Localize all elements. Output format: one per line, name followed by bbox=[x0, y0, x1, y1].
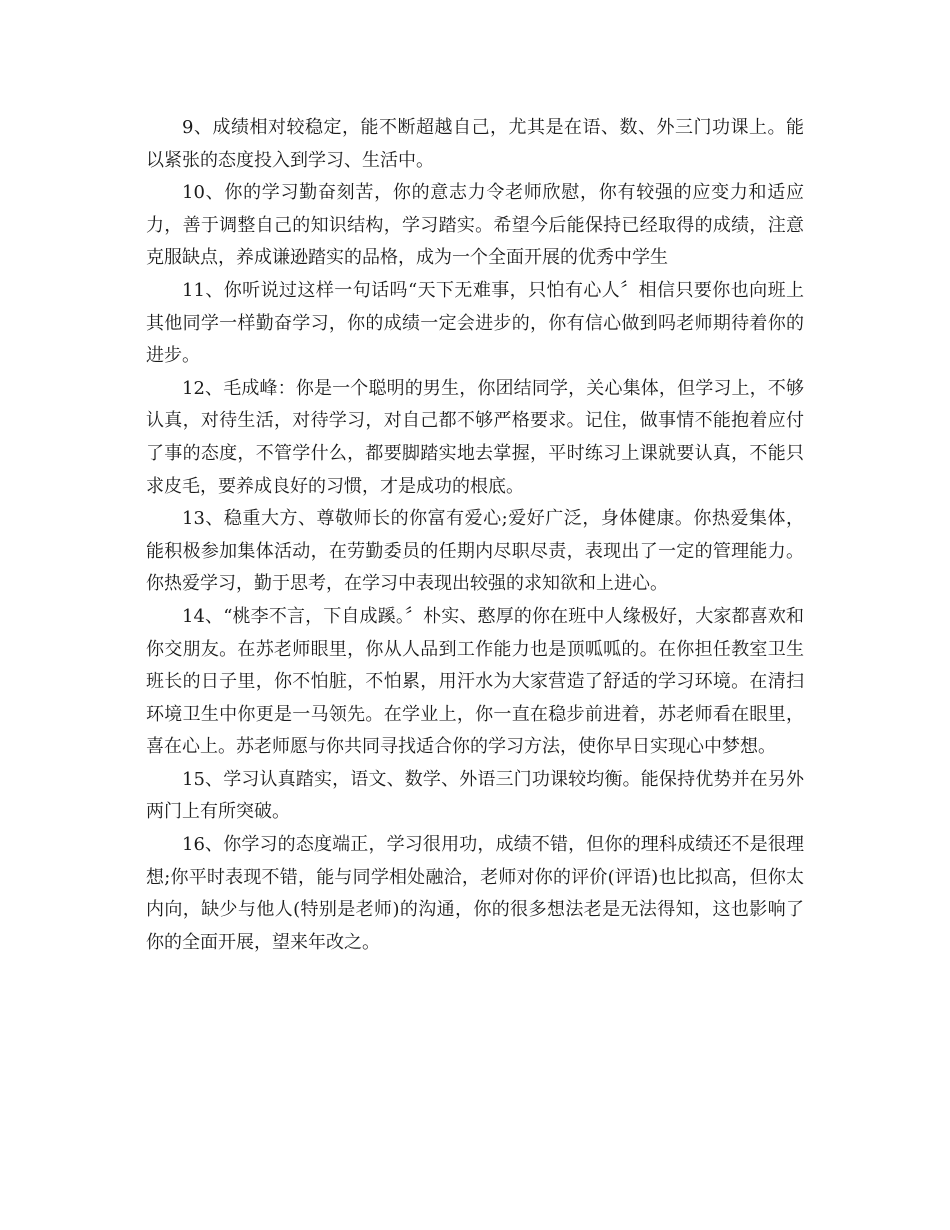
comment-paragraph-16: 16、你学习的态度端正，学习很用功，成绩不错，但你的理科成绩还不是很理想;你平时表现不错，能与同学相处融洽，老师对你的评价(评语)也比拟高，但你太内向，缺少与他人(特别是老师)的沟通，你的很多想法老是无法得知，这也影响了你的全面开展，望来年改之。 bbox=[146, 834, 804, 953]
comment-paragraph-12: 12、毛成峰：你是一个聪明的男生，你团结同学，关心集体，但学习上，不够认真，对待生活，对待学习，对自己都不够严格要求。记住，做事情不能抱着应付了事的态度，不管学什么，都要脚踏实地去掌握，平时练习上课就要认真，不能只求皮毛，要养成良好的习惯，才是成功的根底。 bbox=[146, 377, 804, 497]
comment-paragraph-13: 13、稳重大方、尊敬师长的你富有爱心;爱好广泛，身体健康。你热爱集体，能积极参加集体活动，在劳勤委员的任期内尽职尽责，表现出了一定的管理能力。你热爱学习，勤于思考，在学习中表现出较强的求知欲和上进心。 bbox=[146, 508, 804, 595]
document-page bbox=[146, 112, 804, 959]
comment-paragraph-15: 15、学习认真踏实，语文、数学、外语三门功课较均衡。能保持优势并在另外两门上有所突破。 bbox=[146, 768, 804, 823]
comment-paragraph-14: 14、“桃李不言，下自成蹊。〞朴实、憨厚的你在班中人缘极好，大家都喜欢和你交朋友。在苏老师眼里，你从人品到工作能力也是顶呱呱的。在你担任教室卫生班长的日子里，你不怕脏，不怕累，用汗水为大家营造了舒适的学习环境。在清扫环境卫生中你更是一马领先。在学业上，你一直在稳步前进着，苏老师看在眼里，喜在心上。苏老师愿与你共同寻找适合你的学习方法，使你早日实现心中梦想。 bbox=[146, 605, 804, 758]
comment-paragraph-11: 11、你听说过这样一句话吗“天下无难事，只怕有心人〞相信只要你也向班上其他同学一样勤奋学习，你的成绩一定会进步的，你有信心做到吗老师期待着你的进步。 bbox=[146, 279, 804, 367]
comment-paragraph-10: 10、你的学习勤奋刻苦，你的意志力令老师欣慰，你有较强的应变力和适应力，善于调整自己的知识结构，学习踏实。希望今后能保持已经取得的成绩，注意克服缺点，养成谦逊踏实的品格，成为一个全面开展的优秀中学生 bbox=[146, 182, 804, 269]
comment-paragraph-9: 9、成绩相对较稳定，能不断超越自己，尤其是在语、数、外三门功课上。能以紧张的态度投入到学习、生活中。 bbox=[146, 117, 804, 171]
